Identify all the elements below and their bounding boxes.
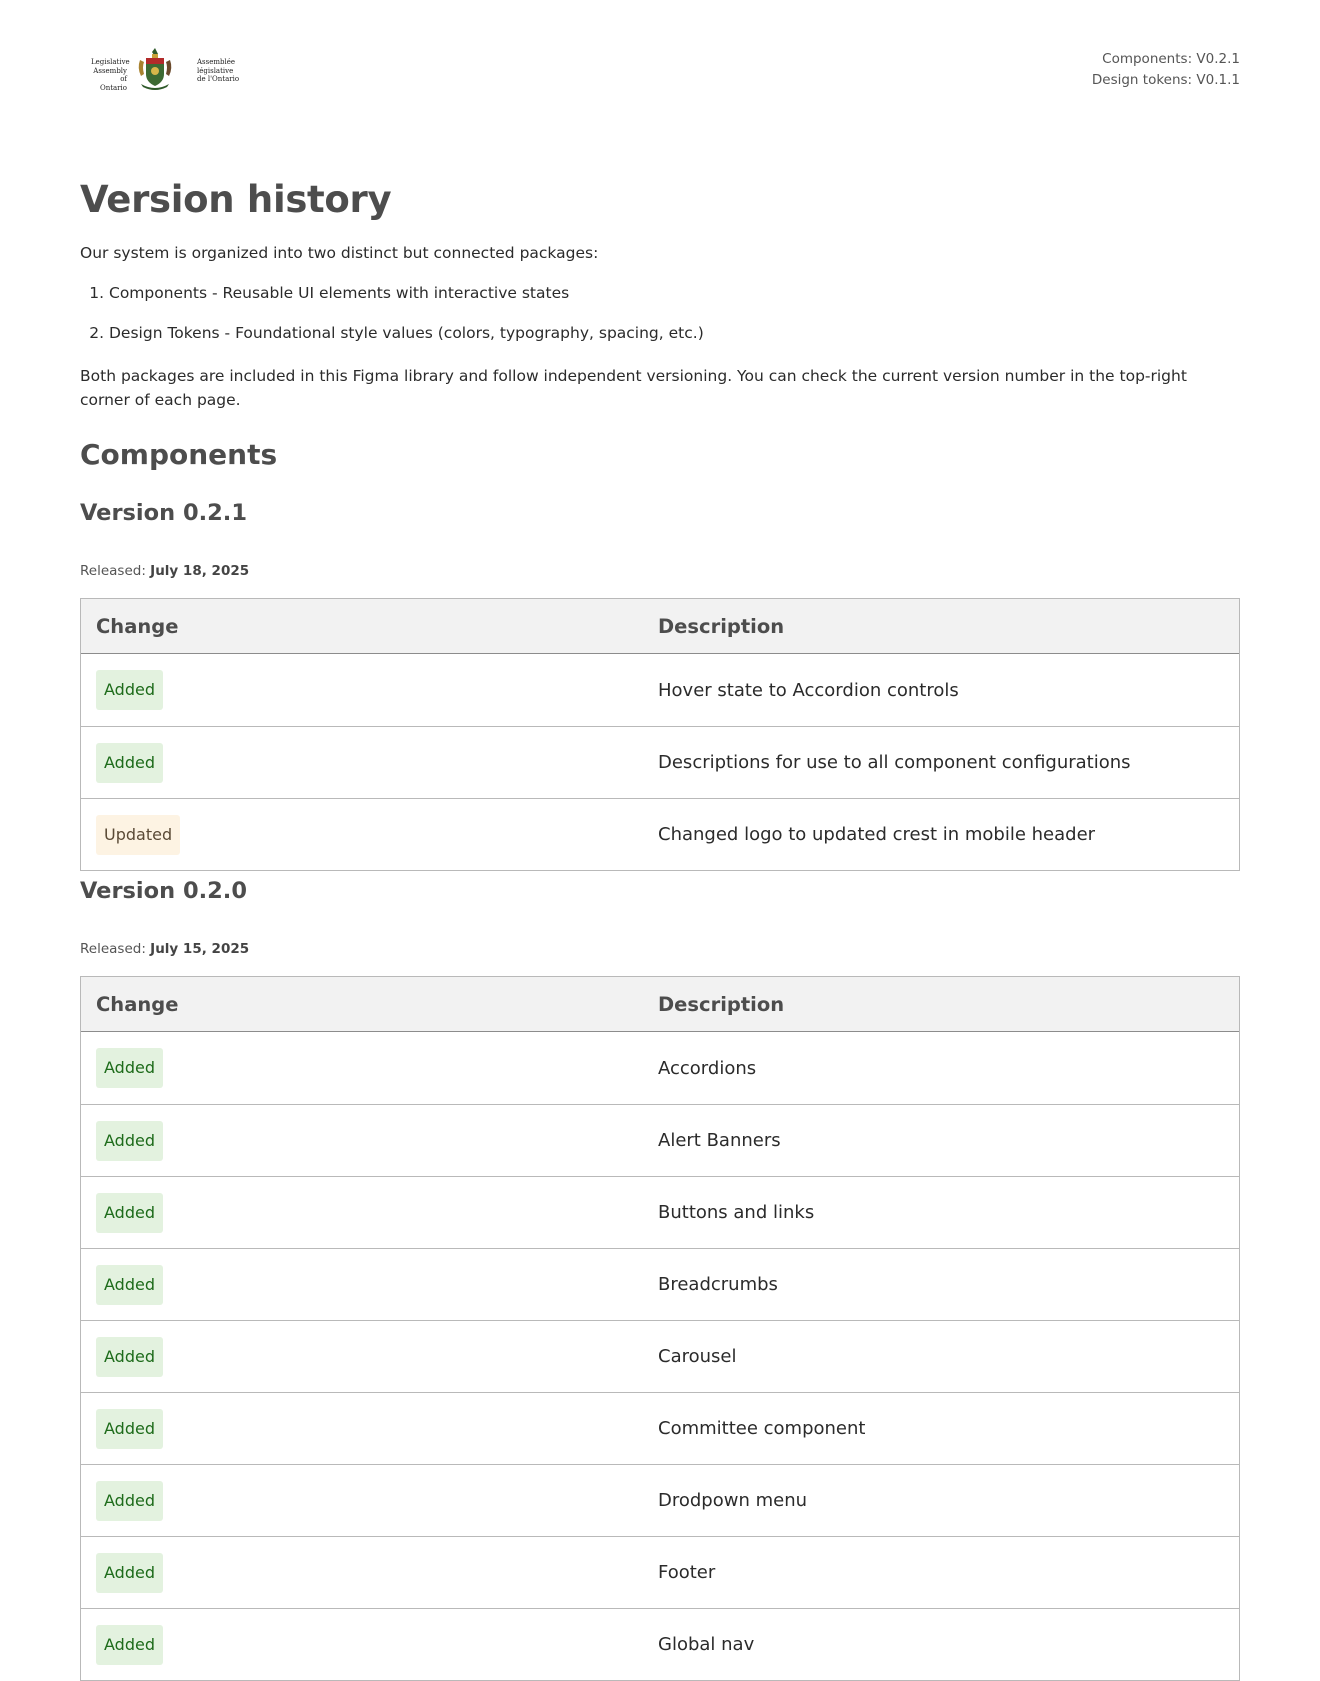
- change-description: Carousel: [658, 1346, 737, 1367]
- table-row: [81, 1464, 1239, 1536]
- table-row: [81, 1176, 1239, 1248]
- change-description: Committee component: [658, 1418, 866, 1439]
- table-row: [81, 654, 1239, 726]
- status-badge: Updated: [96, 815, 180, 855]
- logo-text-french: Assemblée législative de l'Ontario: [197, 58, 240, 83]
- version-info: [1092, 49, 1240, 91]
- column-header-change: Change: [96, 992, 179, 1016]
- status-badge: Added: [96, 743, 163, 783]
- release-date: Released: July 18, 2025: [80, 563, 250, 579]
- column-header-description: Description: [658, 614, 785, 638]
- column-header-description: Description: [658, 992, 785, 1016]
- release-version-title: Version 0.2.0: [80, 878, 248, 904]
- table-row: [81, 1320, 1239, 1392]
- change-description: Changed logo to updated crest in mobile header: [658, 824, 1096, 845]
- table-row: [81, 1032, 1239, 1104]
- status-badge: Added: [96, 1048, 163, 1088]
- change-description: Descriptions for use to all component configurations: [658, 752, 1131, 773]
- crest-icon: [135, 46, 175, 92]
- change-description: Buttons and links: [658, 1202, 815, 1223]
- status-badge: Added: [96, 1481, 163, 1521]
- status-badge: Added: [96, 1193, 163, 1233]
- table-row: [81, 1248, 1239, 1320]
- status-badge: Added: [96, 1625, 163, 1665]
- column-header-change: Change: [96, 614, 179, 638]
- list-item: 2. Design Tokens - Foundational style values (colors, typography, spacing, etc.): [89, 324, 704, 342]
- status-badge: Added: [96, 1265, 163, 1305]
- table-row: [81, 1608, 1239, 1680]
- table-header: [81, 977, 1239, 1032]
- components-heading: Components: [80, 438, 278, 471]
- versioning-note: Both packages are included in this Figma library and follow independent versioning. You can check the current version number in the top-right corner of each page.: [80, 367, 1187, 409]
- status-badge: Added: [96, 1409, 163, 1449]
- list-item: 1. Components - Reusable UI elements with interactive states: [89, 284, 570, 302]
- logo: [91, 46, 240, 94]
- table-row: [81, 1104, 1239, 1176]
- change-description: Footer: [658, 1562, 716, 1583]
- change-description: Breadcrumbs: [658, 1274, 778, 1295]
- status-badge: Added: [96, 1121, 163, 1161]
- table-header: [81, 599, 1239, 654]
- changes-table: [80, 976, 1240, 1681]
- table-row: [81, 726, 1239, 798]
- status-badge: Added: [96, 1337, 163, 1377]
- components-version: Components: V0.2.1: [1102, 51, 1240, 67]
- table-row: [81, 1536, 1239, 1608]
- change-description: Global nav: [658, 1634, 755, 1655]
- change-description: Drodpown menu: [658, 1490, 808, 1511]
- status-badge: Added: [96, 1553, 163, 1593]
- change-description: Accordions: [658, 1057, 757, 1079]
- intro-text: Our system is organized into two distinct but connected packages:: [80, 244, 599, 262]
- table-row: [81, 1392, 1239, 1464]
- table-row: [81, 798, 1239, 870]
- status-badge: Added: [96, 670, 163, 710]
- package-list: [80, 284, 704, 364]
- page-title: Version history: [80, 178, 392, 221]
- logo-text-english: Legislative Assembly of Ontario: [91, 58, 130, 92]
- release-version-title: Version 0.2.1: [80, 500, 248, 526]
- design-tokens-version: Design tokens: V0.1.1: [1091, 72, 1240, 88]
- change-description: Hover state to Accordion controls: [658, 679, 959, 701]
- release-date: Released: July 15, 2025: [80, 941, 250, 957]
- changes-table: [80, 598, 1240, 871]
- change-description: Alert Banners: [658, 1130, 781, 1151]
